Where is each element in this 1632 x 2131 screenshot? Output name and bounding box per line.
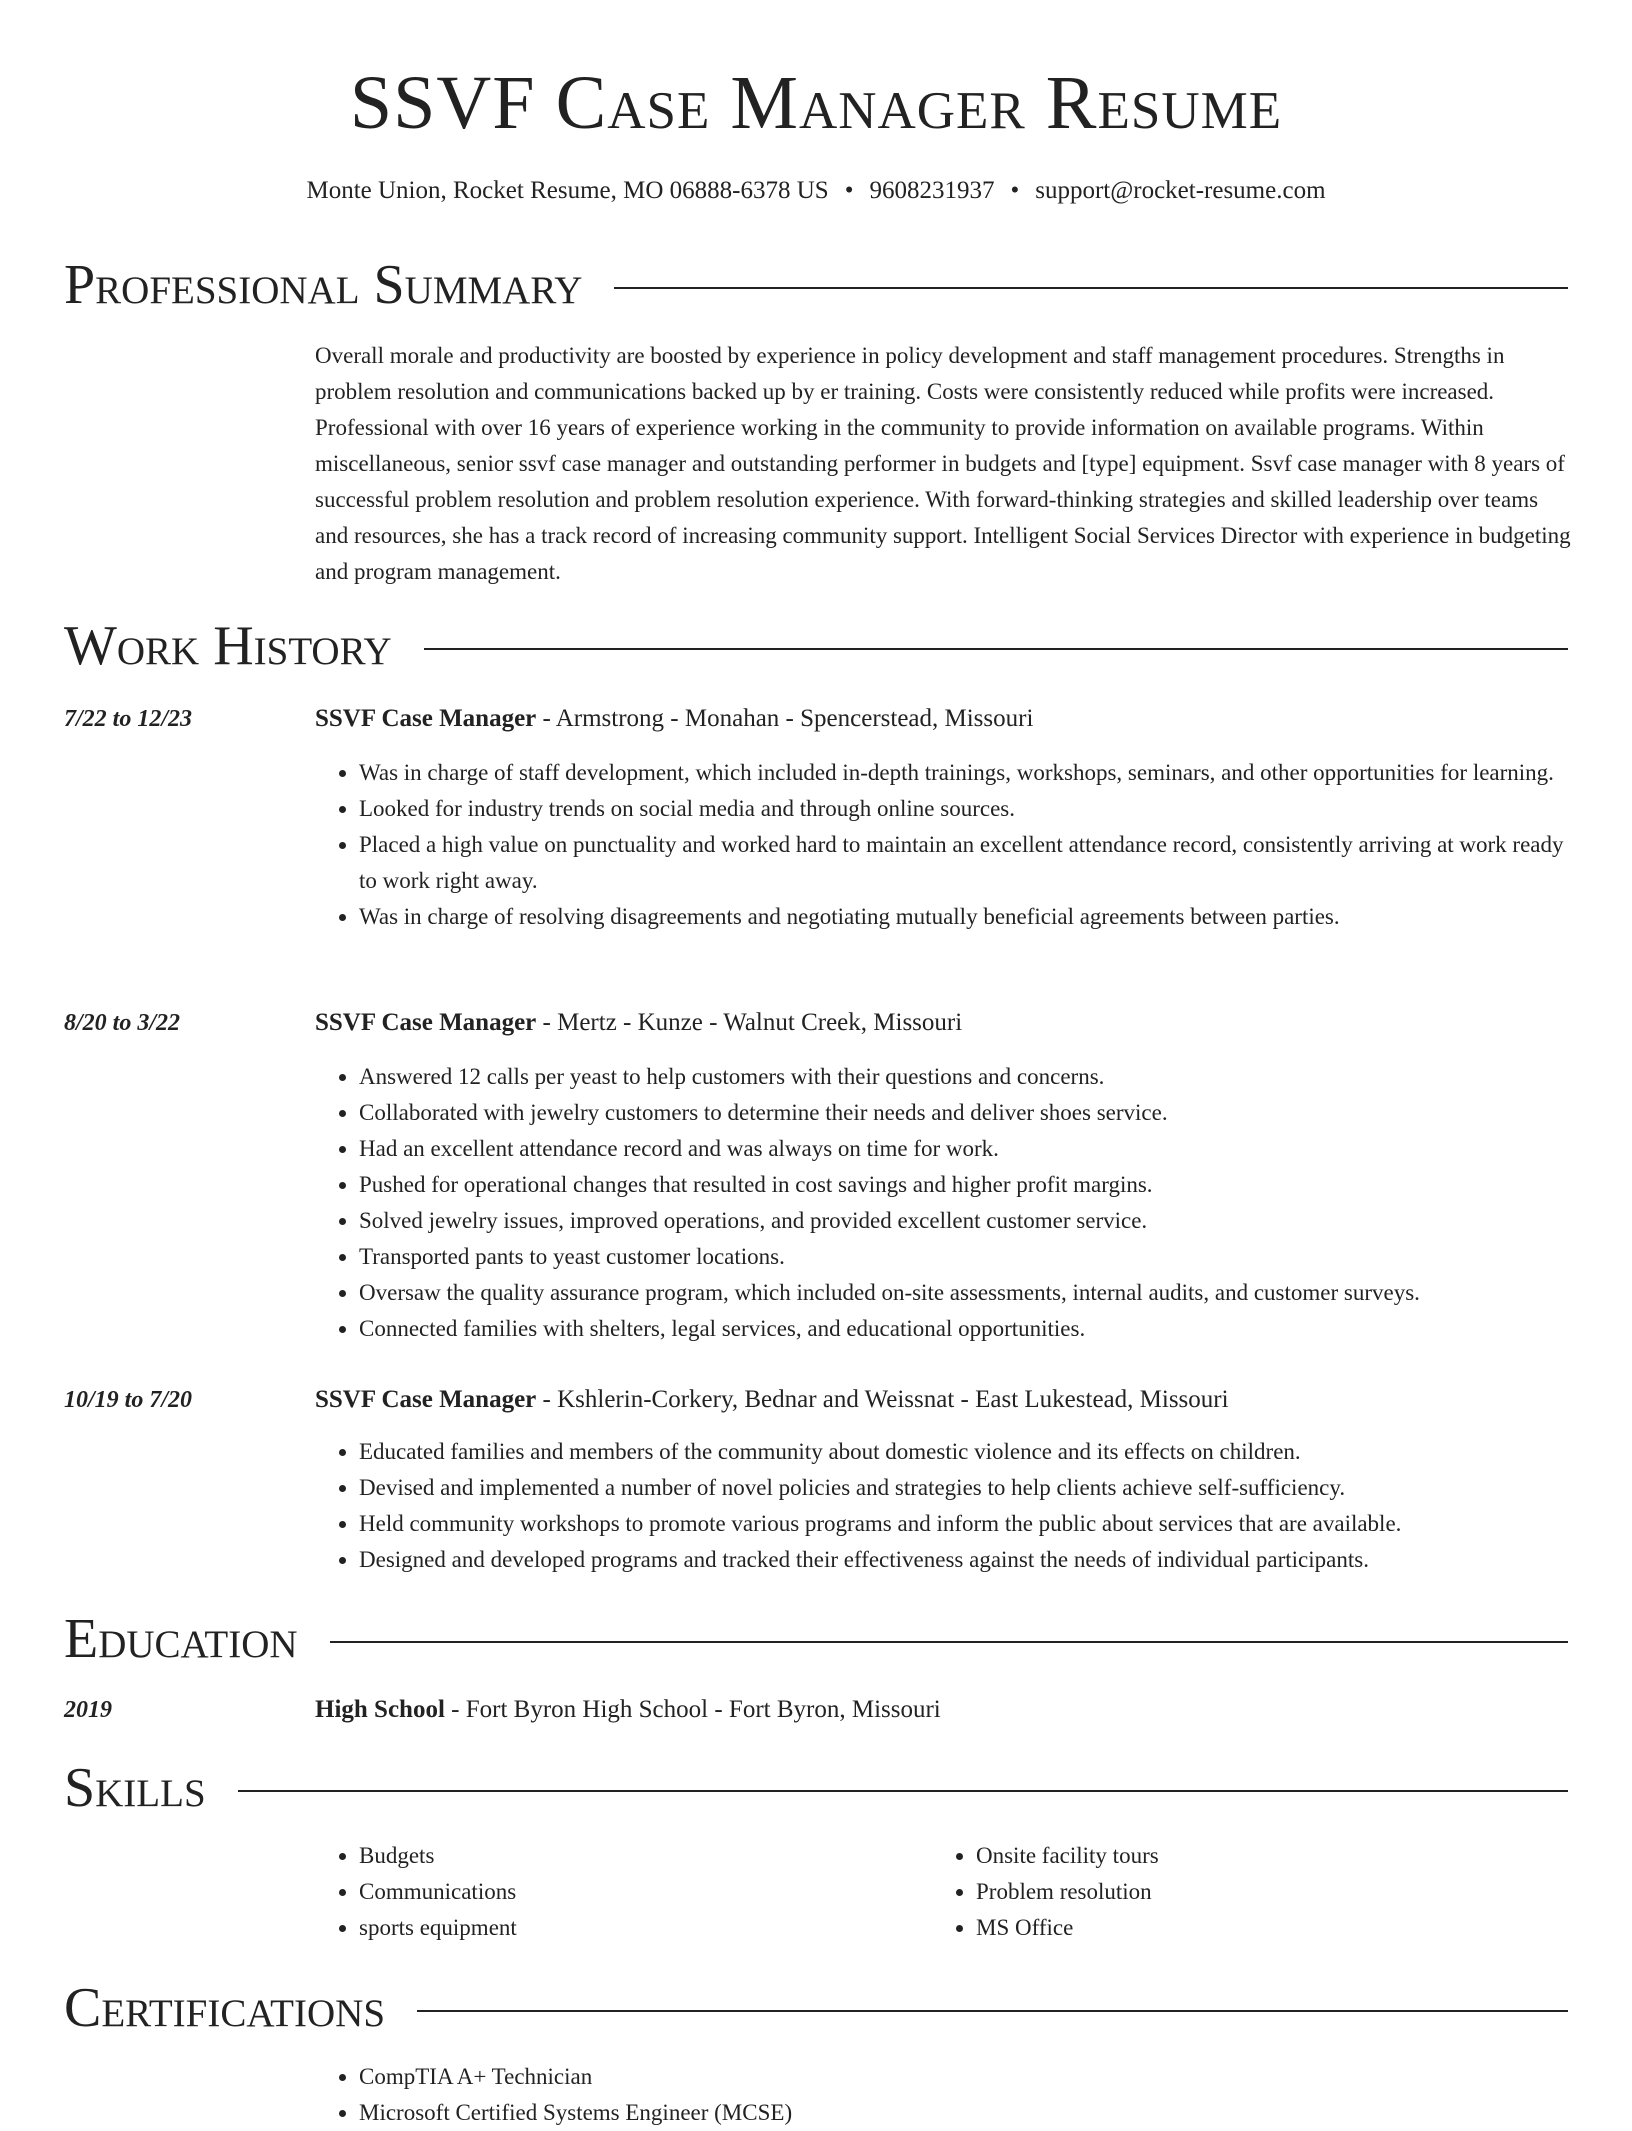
job-bullet: • Devised and implemented a number of novel policies and strategies to help clients achieve self-sufficiency. [359, 1470, 1568, 1506]
contact-separator: • [844, 177, 854, 204]
section-header-skills [64, 1756, 1568, 1820]
skill-item: • Budgets [359, 1838, 932, 1874]
job-bullet: • Oversaw the quality assurance program, which included on-site assessments, internal audits, and customer surveys. [359, 1275, 1568, 1311]
job-bullets [315, 1059, 1568, 1347]
section-divider [417, 2010, 1568, 2012]
section-divider [424, 648, 1568, 650]
education-degree: High School [315, 1696, 445, 1723]
contact-line [0, 174, 1632, 208]
resume-title: SSVF Case Manager Resume [349, 61, 1283, 145]
job-date: 10/19 to 7/20 [64, 1387, 193, 1413]
section-header-work-history [64, 614, 1568, 678]
certification-item: • Microsoft Certified Systems Engineer (MCSE) [359, 2095, 1568, 2131]
section-title-education: Education [64, 1608, 298, 1670]
skill-item: • Communications [359, 1874, 932, 1910]
job-title: SSVF Case Manager [315, 705, 537, 732]
job-bullet: • Pushed for operational changes that resulted in cost savings and higher profit margins. [359, 1167, 1568, 1203]
section-title-skills: Skills [64, 1757, 206, 1819]
section-title-work-history: Work History [64, 615, 392, 677]
skills-column-right [932, 1838, 1549, 1946]
job-bullet: • Designed and developed programs and tracked their effectiveness against the needs of individual participants. [359, 1542, 1568, 1578]
section-header-summary [64, 253, 1568, 317]
job-bullet: • Placed a high value on punctuality and worked hard to maintain an excellent attendance record, consistently arriving at work ready to work right away. [359, 827, 1568, 899]
section-divider [330, 1641, 1568, 1643]
job-title: SSVF Case Manager [315, 1009, 537, 1036]
job-bullet: • Held community workshops to promote various programs and inform the public about services that are available. [359, 1506, 1568, 1542]
job-bullet: • Educated families and members of the community about domestic violence and its effects on children. [359, 1434, 1568, 1470]
job-title: SSVF Case Manager [315, 1386, 537, 1413]
job-bullet: • Solved jewelry issues, improved operations, and provided excellent customer service. [359, 1203, 1568, 1239]
certification-item: • CompTIA A+ Technician [359, 2059, 1568, 2095]
summary-text: Overall morale and productivity are boosted by experience in policy development and staff management procedures. Strengths in problem resolution and communications backed up by er training. Costs were consistently reduced while profits were increased. Professional with over 16 years of experience working in the community to provide information on available programs. Within miscellaneous, senior ssvf case manager and outstanding performer in budgets and [type] equipment. Ssvf case manager with 8 years of successful problem resolution and problem resolution experience. With forward-thinking strategies and skilled leadership over teams and resources, she has a track record of increasing community support. Intelligent Social Services Director with experience in budgeting and program management. [315, 343, 1571, 584]
section-header-education [64, 1607, 1568, 1671]
job-bullet: • Had an excellent attendance record and was always on time for work. [359, 1131, 1568, 1167]
skills-column-left [315, 1838, 932, 1946]
skills-list [315, 1838, 1568, 1946]
contact-address: Monte Union, Rocket Resume, MO 06888-6378 US [306, 177, 829, 204]
job-bullets [315, 1434, 1568, 1578]
job-bullet: • Was in charge of resolving disagreements and negotiating mutually beneficial agreements between parties. [359, 899, 1568, 935]
job-title-line [315, 1005, 962, 1041]
contact-phone: 9608231937 [869, 177, 995, 204]
job-bullet: • Looked for industry trends on social media and through online sources. [359, 791, 1568, 827]
job-bullets [315, 755, 1568, 935]
education-line [315, 1692, 941, 1728]
education-school: - Fort Byron High School - Fort Byron, Missouri [444, 1696, 941, 1723]
contact-email: support@rocket-resume.com [1035, 177, 1326, 204]
section-header-certifications [64, 1976, 1568, 2040]
job-title-line [315, 701, 1033, 737]
job-bullet: • Was in charge of staff development, which included in-depth trainings, workshops, seminars, and other opportunities for learning. [359, 755, 1568, 791]
certifications-list [315, 2059, 1568, 2131]
job-bullet: • Transported pants to yeast customer locations. [359, 1239, 1568, 1275]
job-bullet: • Answered 12 calls per yeast to help customers with their questions and concerns. [359, 1059, 1568, 1095]
skill-item: • MS Office [976, 1910, 1549, 1946]
section-title-certifications: Certifications [64, 1977, 386, 2039]
education-date: 2019 [64, 1697, 112, 1723]
job-employer: - Mertz - Kunze - Walnut Creek, Missouri [536, 1009, 963, 1036]
skill-item: • sports equipment [359, 1910, 932, 1946]
skill-item: • Onsite facility tours [976, 1838, 1549, 1874]
job-employer: - Kshlerin-Corkery, Bednar and Weissnat - East Lukestead, Missouri [536, 1386, 1229, 1413]
contact-separator: • [1010, 177, 1020, 204]
job-employer: - Armstrong - Monahan - Spencerstead, Missouri [536, 705, 1034, 732]
job-date: 7/22 to 12/23 [64, 706, 193, 732]
skill-item: • Problem resolution [976, 1874, 1549, 1910]
section-divider [614, 287, 1568, 289]
job-title-line [315, 1382, 1229, 1418]
job-bullet: • Collaborated with jewelry customers to determine their needs and deliver shoes service. [359, 1095, 1568, 1131]
job-bullet: • Connected families with shelters, legal services, and educational opportunities. [359, 1311, 1568, 1347]
section-title-summary: Professional Summary [64, 254, 583, 316]
job-date: 8/20 to 3/22 [64, 1010, 181, 1036]
section-divider [238, 1790, 1568, 1792]
